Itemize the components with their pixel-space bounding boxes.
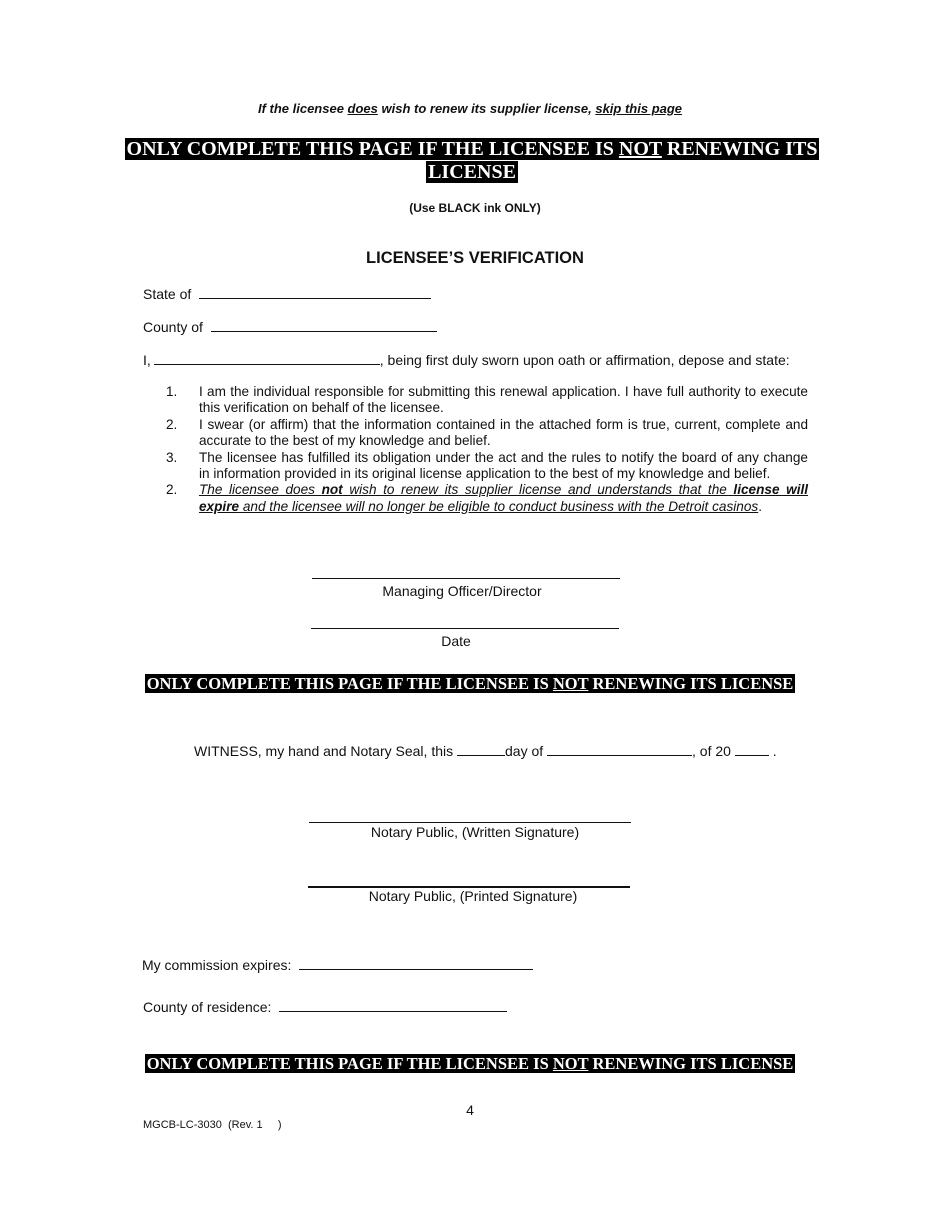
- banner-bottom: [0, 1054, 940, 1074]
- witness-month-line[interactable]: [547, 743, 692, 756]
- list-item: [166, 417, 808, 450]
- county-label: County of: [143, 319, 203, 335]
- county-field: [143, 319, 437, 335]
- managing-officer-signature-line[interactable]: [312, 578, 620, 579]
- banner-top: [110, 138, 834, 184]
- commission-label: My commission expires:: [142, 957, 292, 973]
- form-code: MGCB-LC-3030 (Rev. 1 ): [143, 1119, 282, 1131]
- oath-statement: [143, 352, 803, 368]
- commission-input-line[interactable]: [299, 957, 533, 970]
- item-number: 3.: [166, 449, 178, 465]
- oath-prefix: I,: [143, 352, 151, 368]
- notary-written-signature-line[interactable]: [309, 822, 631, 823]
- item-number: 2.: [166, 482, 178, 498]
- state-label: State of: [143, 286, 192, 302]
- item-text: I am the individual responsible for submitting this renewal application. I have full authority to execute this verification on behalf of the licensee.: [199, 384, 808, 416]
- banner-top-text: ONLY COMPLETE THIS PAGE IF THE LICENSEE IS NOT RENEWING ITS LICENSE: [126, 138, 818, 183]
- page-title: LICENSEE’S VERIFICATION: [366, 249, 584, 267]
- date-label: Date: [441, 633, 471, 649]
- skip-this-page-text: skip this page: [595, 101, 683, 116]
- notary-written-label: Notary Public, (Written Signature): [370, 824, 580, 840]
- witness-day-line[interactable]: [457, 743, 505, 756]
- skip-note: [0, 101, 940, 116]
- witness-day-of: day of: [505, 743, 548, 759]
- black-ink-note: (Use BLACK ink ONLY): [409, 201, 541, 215]
- affiant-name-line[interactable]: [154, 352, 380, 365]
- skip-note-does: does: [347, 101, 378, 116]
- commission-field: [142, 957, 533, 973]
- list-item: [166, 450, 808, 483]
- county-input-line[interactable]: [211, 319, 437, 332]
- state-field: [143, 286, 431, 302]
- verification-list: [166, 384, 808, 515]
- item-text: I swear (or affirm) that the information contained in the attached form is true, current, complete and accurate to the best of my knowledge and belief.: [199, 416, 808, 449]
- banner-middle-text: ONLY COMPLETE THIS PAGE IF THE LICENSEE IS NOT RENEWING ITS LICENSE: [146, 674, 794, 693]
- notary-printed-label: Notary Public, (Printed Signature): [368, 888, 578, 904]
- list-item: [166, 384, 808, 417]
- item-number: 2.: [166, 416, 178, 432]
- witness-statement: [194, 743, 777, 759]
- date-signature-line[interactable]: [311, 628, 619, 629]
- item-number: 1.: [166, 384, 178, 399]
- skip-note-text: If the licensee: [257, 101, 348, 116]
- oath-suffix: , being first duly sworn upon oath or affirmation, depose and state:: [379, 352, 790, 368]
- skip-note-text-2: wish to renew its supplier license,: [377, 101, 596, 116]
- residence-label: County of residence:: [143, 999, 272, 1015]
- residence-field: [143, 999, 507, 1015]
- list-item-non-renewal: [166, 482, 808, 515]
- witness-text: WITNESS, my hand and Notary Seal, this: [194, 743, 457, 759]
- residence-input-line[interactable]: [279, 999, 507, 1012]
- banner-middle: [0, 674, 940, 694]
- witness-period: .: [768, 743, 777, 759]
- managing-officer-label: Managing Officer/Director: [382, 583, 542, 599]
- witness-year-line[interactable]: [735, 743, 769, 756]
- item-text: The licensee has fulfilled its obligation under the act and the rules to notify the board of any change in information provided in its original license application to the best of my knowledge and belief.: [199, 449, 808, 482]
- item-text: The licensee does not wish to renew its supplier license and understands that the license will expire and the licensee will no longer be eligible to conduct business with the Detroit casinos.: [199, 482, 809, 514]
- state-input-line[interactable]: [199, 286, 431, 299]
- banner-bottom-text: ONLY COMPLETE THIS PAGE IF THE LICENSEE IS NOT RENEWING ITS LICENSE: [146, 1054, 794, 1073]
- witness-year-text: , of 20: [692, 743, 735, 759]
- page-number: 4: [466, 1102, 474, 1118]
